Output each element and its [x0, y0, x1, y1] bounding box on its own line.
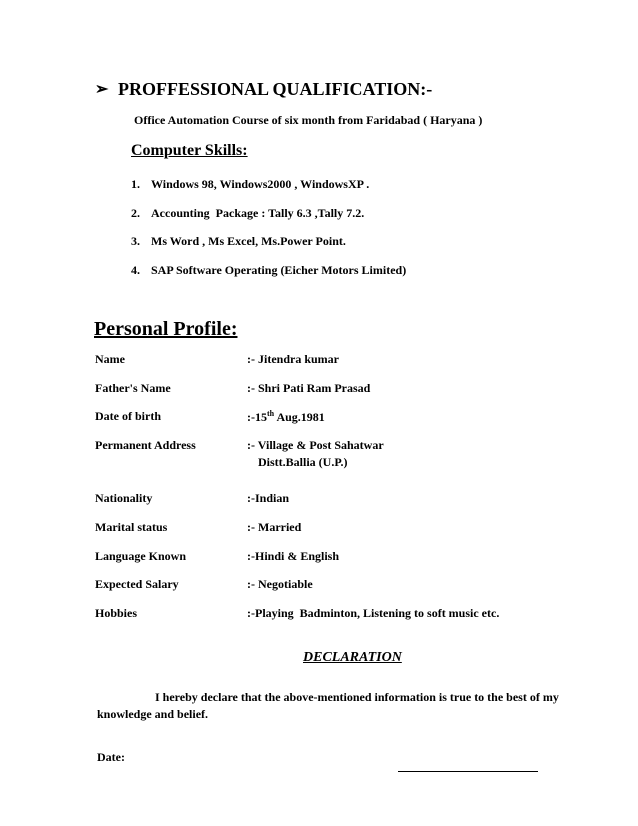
profile-label: Date of birth [95, 409, 161, 423]
qualification-heading: PROFFESSIONAL QUALIFICATION:- [118, 79, 433, 99]
skill-number: 4. [131, 263, 140, 277]
skill-number: 3. [131, 234, 140, 248]
date-label: Date: [97, 750, 125, 764]
profile-label: Expected Salary [95, 577, 179, 591]
profile-value: :-Playing Badminton, Listening to soft music etc. [247, 606, 500, 620]
profile-value-line2: Distt.Ballia (U.P.) [258, 455, 348, 469]
profile-value: :- Jitendra kumar [247, 352, 339, 366]
skill-number: 1. [131, 177, 140, 191]
signature-line [398, 771, 538, 772]
skill-number: 2. [131, 206, 140, 220]
profile-label: Marital status [95, 520, 168, 534]
profile-value: :- Village & Post Sahatwar [247, 438, 384, 452]
profile-label: Father's Name [95, 381, 171, 395]
bullet-arrow-icon: ➢ [95, 81, 109, 98]
skill-item: Windows 98, Windows2000 , WindowsXP . [151, 177, 370, 191]
profile-label: Permanent Address [95, 438, 196, 452]
profile-label: Language Known [95, 549, 187, 563]
skill-item: SAP Software Operating (Eicher Motors Limited) [151, 263, 407, 277]
declaration-line-1: I hereby declare that the above-mentioned information is true to the best of my [155, 690, 559, 704]
personal-profile-heading: Personal Profile: [94, 318, 238, 340]
declaration-heading: DECLARATION [303, 650, 402, 665]
profile-value: :-Hindi & English [247, 549, 340, 563]
skill-item: Ms Word , Ms Excel, Ms.Power Point. [151, 234, 346, 248]
declaration-line-2: knowledge and belief. [97, 707, 209, 721]
profile-value: :- Negotiable [247, 577, 313, 591]
profile-label: Nationality [95, 491, 153, 505]
profile-label: Hobbies [95, 606, 138, 620]
computer-skills-heading: Computer Skills: [131, 142, 248, 159]
profile-label: Name [95, 352, 125, 366]
profile-value: :- Shri Pati Ram Prasad [247, 381, 371, 395]
profile-value-dob: :-15th Aug.1981 [247, 409, 325, 424]
profile-value: :- Married [247, 520, 302, 534]
course-text: Office Automation Course of six month from Faridabad ( Haryana ) [134, 113, 483, 127]
profile-value: :-Indian [247, 491, 290, 505]
skill-item: Accounting Package : Tally 6.3 ,Tally 7.2. [151, 206, 365, 220]
